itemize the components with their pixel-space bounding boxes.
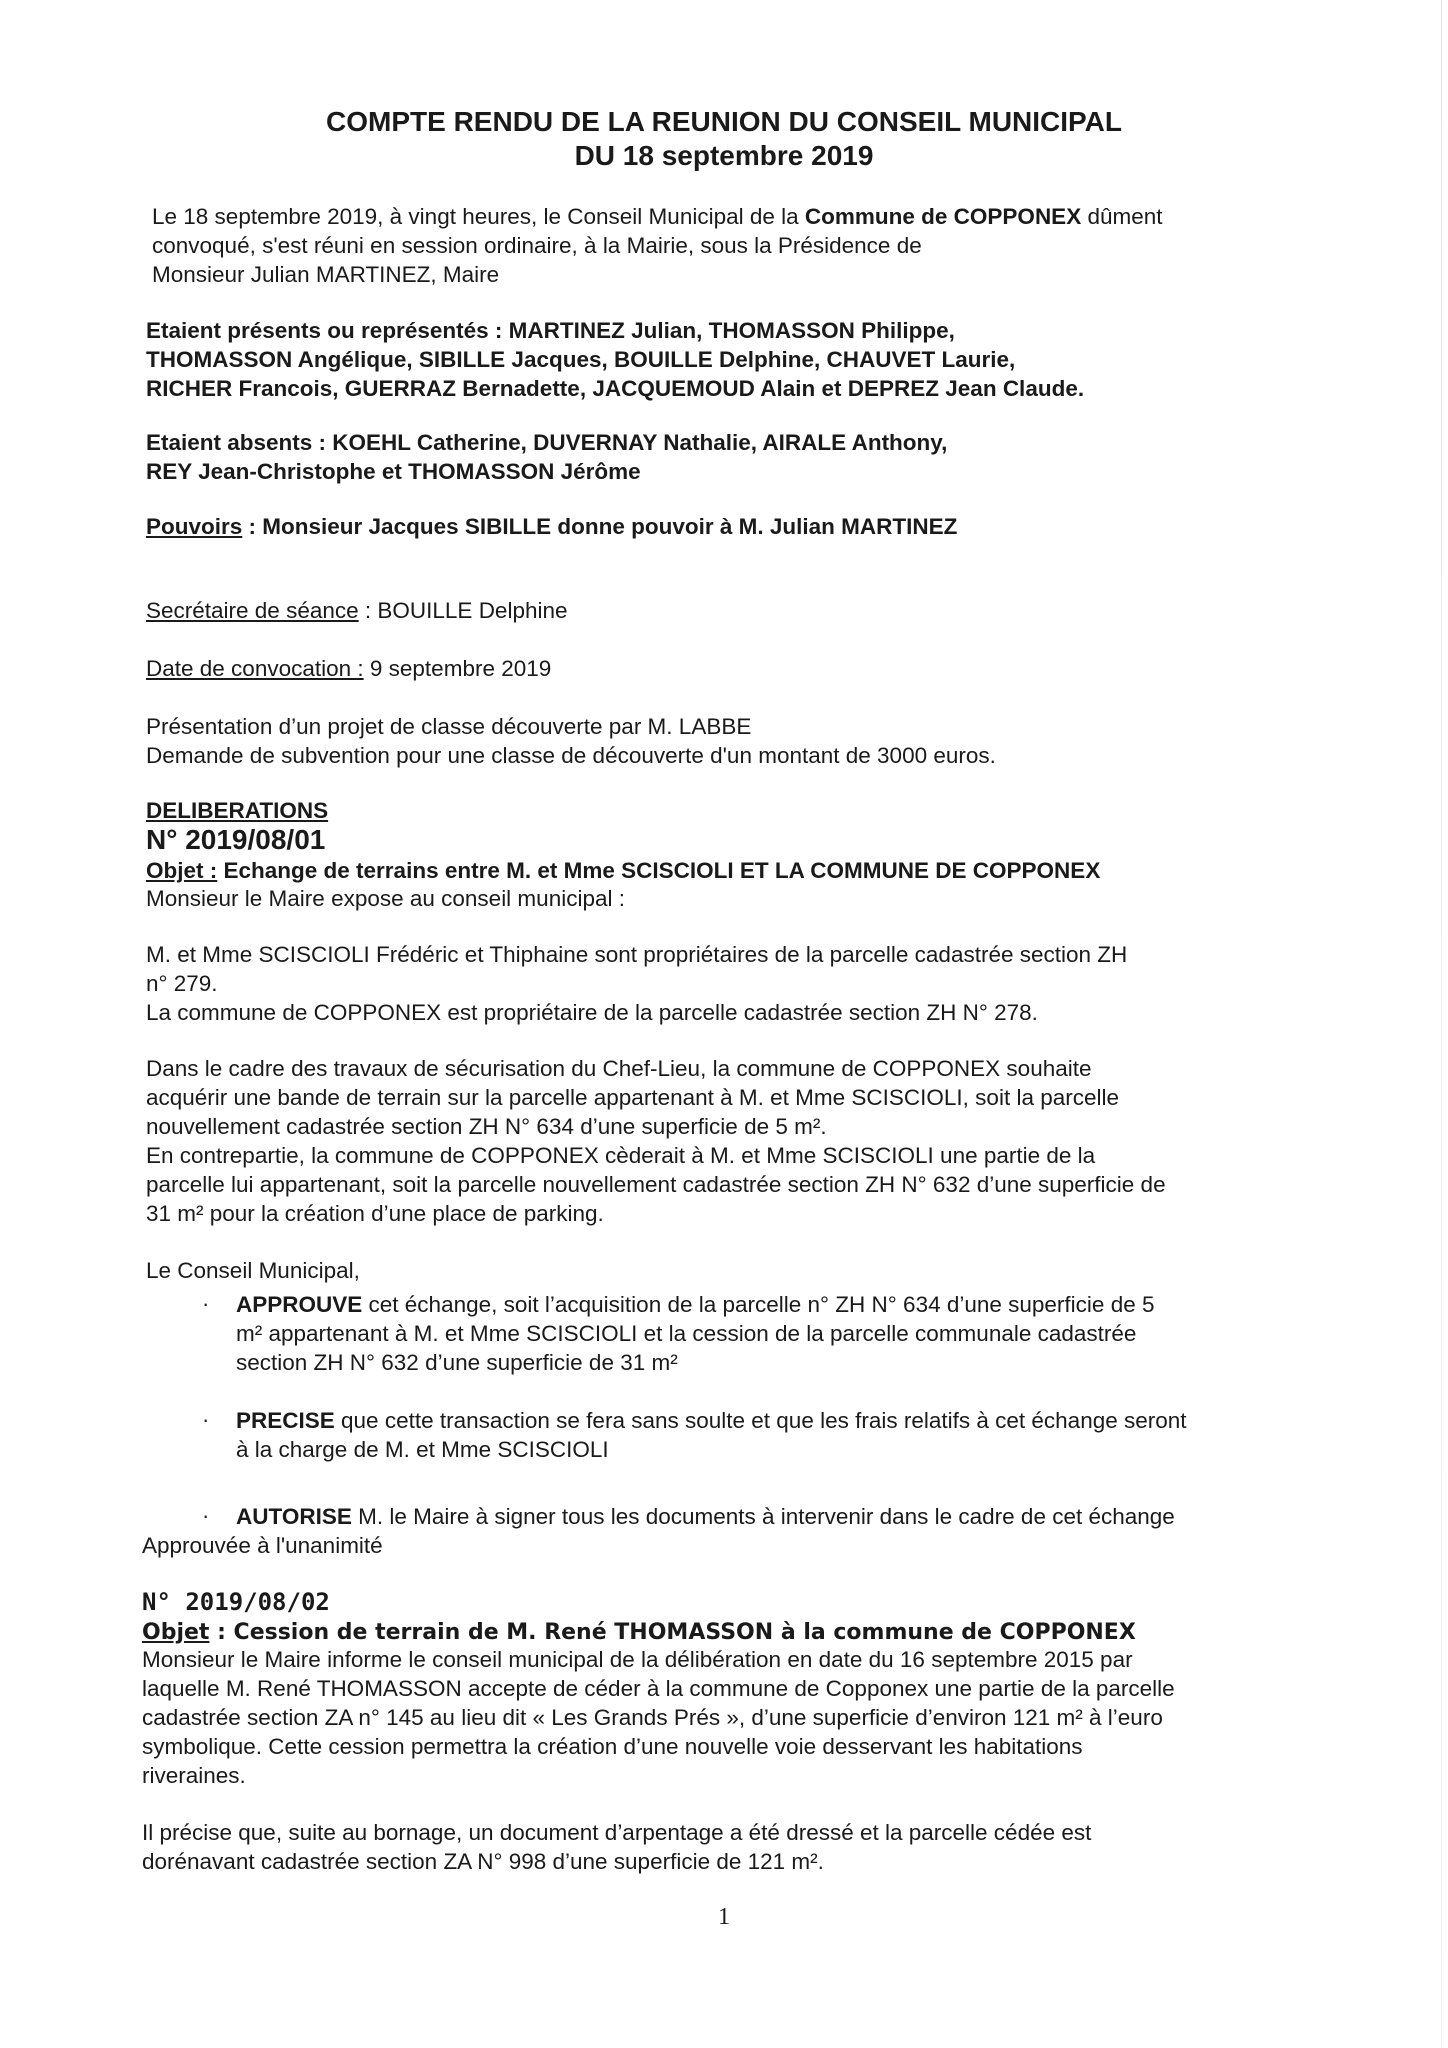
deliberations-heading: DELIBERATIONS (146, 798, 329, 823)
bullet-marker: · (202, 1407, 210, 1432)
delib1-bullet-autorise: AUTORISE M. le Maire à signer tous les documents à intervenir dans le cadre de cet échange (236, 1504, 1175, 1529)
delib1-number: N° 2019/08/01 (146, 824, 326, 855)
intro-paragraph: Le 18 septembre 2019, à vingt heures, le Conseil Municipal de la Commune de COPPONEX dûment convoqué, s'est réuni en session ordinaire, à la Mairie, sous la Présidence de Monsieur Julian MARTINEZ, Maire (152, 204, 1163, 287)
delib2-paragraph1: Monsieur le Maire informe le conseil municipal de la délibération en date du 16 septembre 2015 par laquelle M. René THOMASSON accepte de céder à la commune de Copponex une partie de la parcelle cadastrée section ZA n° 145 au lieu dit « Les Grands Prés », d’une superficie d’environ 121 m² à l’euro symbolique. Cette cession permettra la création d’une nouvelle voie desservant les habitations riveraines. (142, 1647, 1175, 1788)
pouvoirs-line: Pouvoirs : Monsieur Jacques SIBILLE donne pouvoir à M. Julian MARTINEZ (146, 514, 958, 539)
delib2-paragraph2: Il précise que, suite au bornage, un document d’arpentage a été dressé et la parcelle cédée est dorénavant cadastrée section ZA N° 998 d’une superficie de 121 m². (142, 1820, 1092, 1874)
delib1-conseil: Le Conseil Municipal, (146, 1258, 360, 1283)
delib1-expose: Monsieur le Maire expose au conseil municipal : (146, 886, 625, 911)
delib1-bullet-precise: PRECISE que cette transaction se fera sans soulte et que les frais relatifs à cet échange seront à la charge de M. et Mme SCISCIOLI (236, 1408, 1187, 1462)
delib1-paragraph1: M. et Mme SCISCIOLI Frédéric et Thiphaine sont propriétaires de la parcelle cadastrée section ZH n° 279. La commune de COPPONEX est propriétaire de la parcelle cadastrée section ZH N° 278. (146, 942, 1128, 1025)
delib2-number: N° 2019/08/02 (142, 1588, 330, 1616)
delib1-paragraph2: Dans le cadre des travaux de sécurisation du Chef-Lieu, la commune de COPPONEX souhaite acquérir une bande de terrain sur la parcelle appartenant à M. et Mme SCISCIOLI, soit la parcelle nouvellement cadastrée section ZH N° 634 d’une superficie de 5 m². En contrepartie, la commune de COPPONEX cèderait à M. et Mme SCISCIOLI une partie de la parcelle lui appartenant, soit la parcelle nouvellement cadastrée section ZH N° 632 d’une superficie de 31 m² pour la création d’une place de parking. (146, 1056, 1166, 1226)
delib1-vote: Approuvée à l'unanimité (142, 1533, 383, 1558)
document-title-line2: DU 18 septembre 2019 (574, 140, 874, 171)
absents-paragraph: Etaient absents : KOEHL Catherine, DUVERNAY Nathalie, AIRALE Anthony, REY Jean-Christophe et THOMASSON Jérôme (146, 430, 948, 484)
bullet-marker: · (202, 1291, 210, 1316)
convocation-line: Date de convocation : 9 septembre 2019 (146, 656, 552, 681)
bullet-marker: · (202, 1503, 210, 1528)
delib1-bullet-approuve: APPROUVE cet échange, soit l’acquisition de la parcelle n° ZH N° 634 d’une superficie de 5 m² appartenant à M. et Mme SCISCIOLI et la cession de la parcelle communale cadastrée section ZH N° 632 d’une superficie de 31 m² (236, 1292, 1155, 1375)
presents-paragraph: Etaient présents ou représentés : MARTINEZ Julian, THOMASSON Philippe, THOMASSON Angélique, SIBILLE Jacques, BOUILLE Delphine, CHAUVET Laurie, RICHER Francois, GUERRAZ Bernadette, JACQUEMOUD Alain et DEPREZ Jean Claude. (146, 318, 1085, 401)
scan-edge-line (1441, 0, 1442, 2048)
document-title-line1: COMPTE RENDU DE LA REUNION DU CONSEIL MUNICIPAL (326, 106, 1122, 137)
delib2-objet: Objet : Cession de terrain de M. René THOMASSON à la commune de COPPONEX (142, 1620, 1136, 1645)
secretaire-line: Secrétaire de séance : BOUILLE Delphine (146, 598, 568, 623)
presentation-paragraph: Présentation d’un projet de classe découverte par M. LABBE Demande de subvention pour une classe de découverte d'un montant de 3000 euros. (146, 714, 996, 768)
delib1-objet: Objet : Echange de terrains entre M. et Mme SCISCIOLI ET LA COMMUNE DE COPPONEX (146, 858, 1101, 883)
page-number: 1 (718, 1904, 730, 1930)
